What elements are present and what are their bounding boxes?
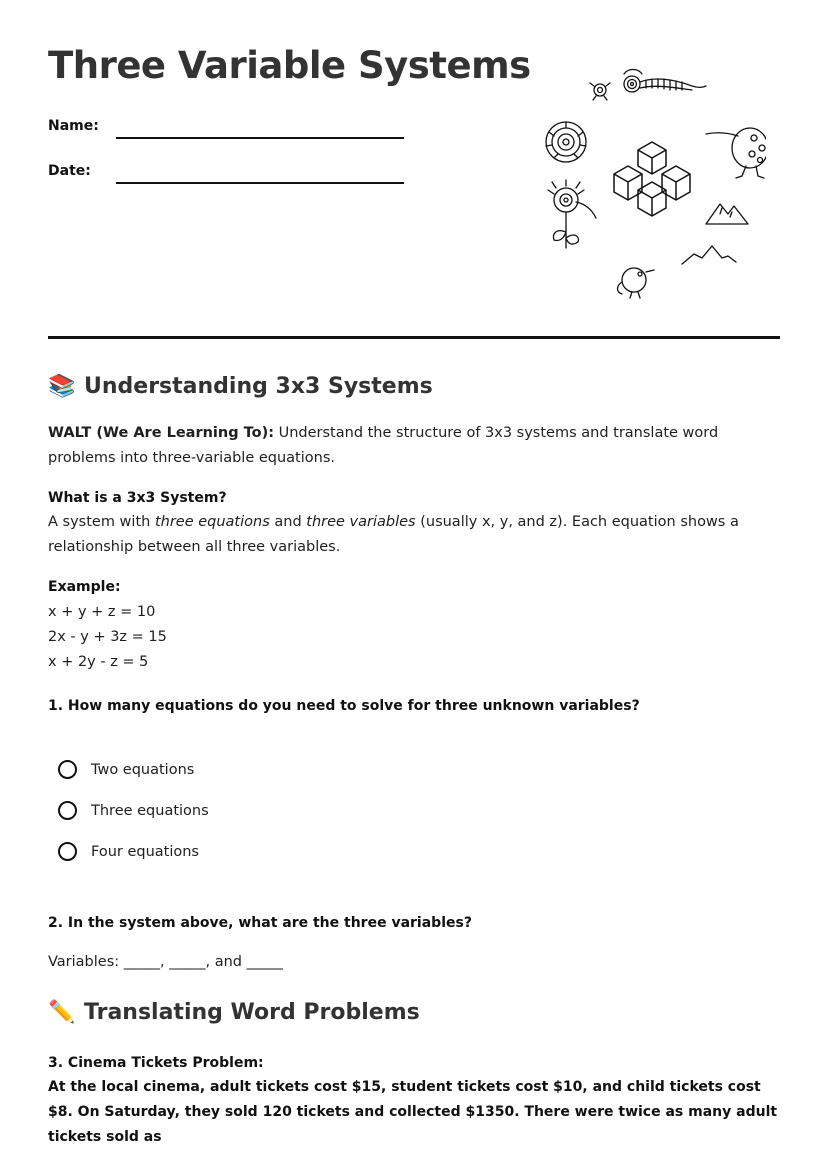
pencil-icon: ✏️ [48,1000,76,1025]
radio-button[interactable] [58,760,77,779]
equation-1: x + y + z = 10 [48,604,156,620]
section-heading-text: Understanding 3x3 Systems [84,374,433,399]
name-label: Name: [48,118,99,134]
example-label: Example: [48,579,121,595]
option-label: Three equations [91,802,209,819]
walt-text: Understand the structure of 3x3 systems and translate word problems into three-variable equations. [48,425,719,466]
radio-button[interactable] [58,801,77,820]
question-3-title: 3. Cinema Tickets Problem: [48,1055,264,1071]
kiwi-bird-icon [706,128,766,178]
equation-3: x + 2y - z = 5 [48,654,149,670]
option-label: Two equations [91,761,195,778]
cubes-icon [614,142,690,216]
what-text-1: A system with [48,514,155,530]
what-text-2: and [269,514,307,530]
small-bird-icon [618,268,655,298]
date-field[interactable] [116,182,404,184]
date-label: Date: [48,163,91,179]
question-1-prompt: 1. How many equations do you need to solve for three unknown variables? [48,698,640,714]
fern-spiral-icon [624,70,706,93]
section-heading-translating [48,1000,420,1025]
variables-answer-line[interactable]: Variables: _____, _____, and _____ [48,954,283,970]
equation-2: 2x - y + 3z = 15 [48,629,167,645]
what-text-3: (usually x, y, and z). Each equation shows a relationship between all three variables. [48,514,739,555]
flower-bird-icon [548,180,596,248]
name-field[interactable] [116,137,404,139]
section-heading-text: Translating Word Problems [84,1000,420,1025]
spiral-shell-icon [546,122,586,162]
page-title: Three Variable Systems [48,44,531,87]
books-icon: 📚 [48,374,76,399]
question-3-text: At the local cinema, adult tickets cost $15, student tickets cost $10, and child tickets cost $8. On Saturday, they sold 120 tickets and collected $1350. There were twice as many adult tickets sold as [48,1079,778,1145]
option-three-equations[interactable] [58,801,209,820]
what-em-1: three equations [154,514,270,530]
what-em-2: three variables [306,514,416,530]
option-label: Four equations [91,843,199,860]
what-is-label: What is a 3x3 System? [48,490,227,506]
walt-label: WALT (We Are Learning To): [48,425,274,441]
option-four-equations[interactable] [58,842,199,861]
mountains-icon [682,204,748,264]
walt-paragraph [48,421,780,471]
option-two-equations[interactable] [58,760,194,779]
section-heading-understanding [48,374,433,399]
flower-icon [590,83,610,100]
question-2-prompt: 2. In the system above, what are the three variables? [48,915,472,931]
doodle-illustration-icon [526,62,766,302]
radio-button[interactable] [58,842,77,861]
what-is-paragraph [48,510,780,560]
header-divider [48,336,780,339]
